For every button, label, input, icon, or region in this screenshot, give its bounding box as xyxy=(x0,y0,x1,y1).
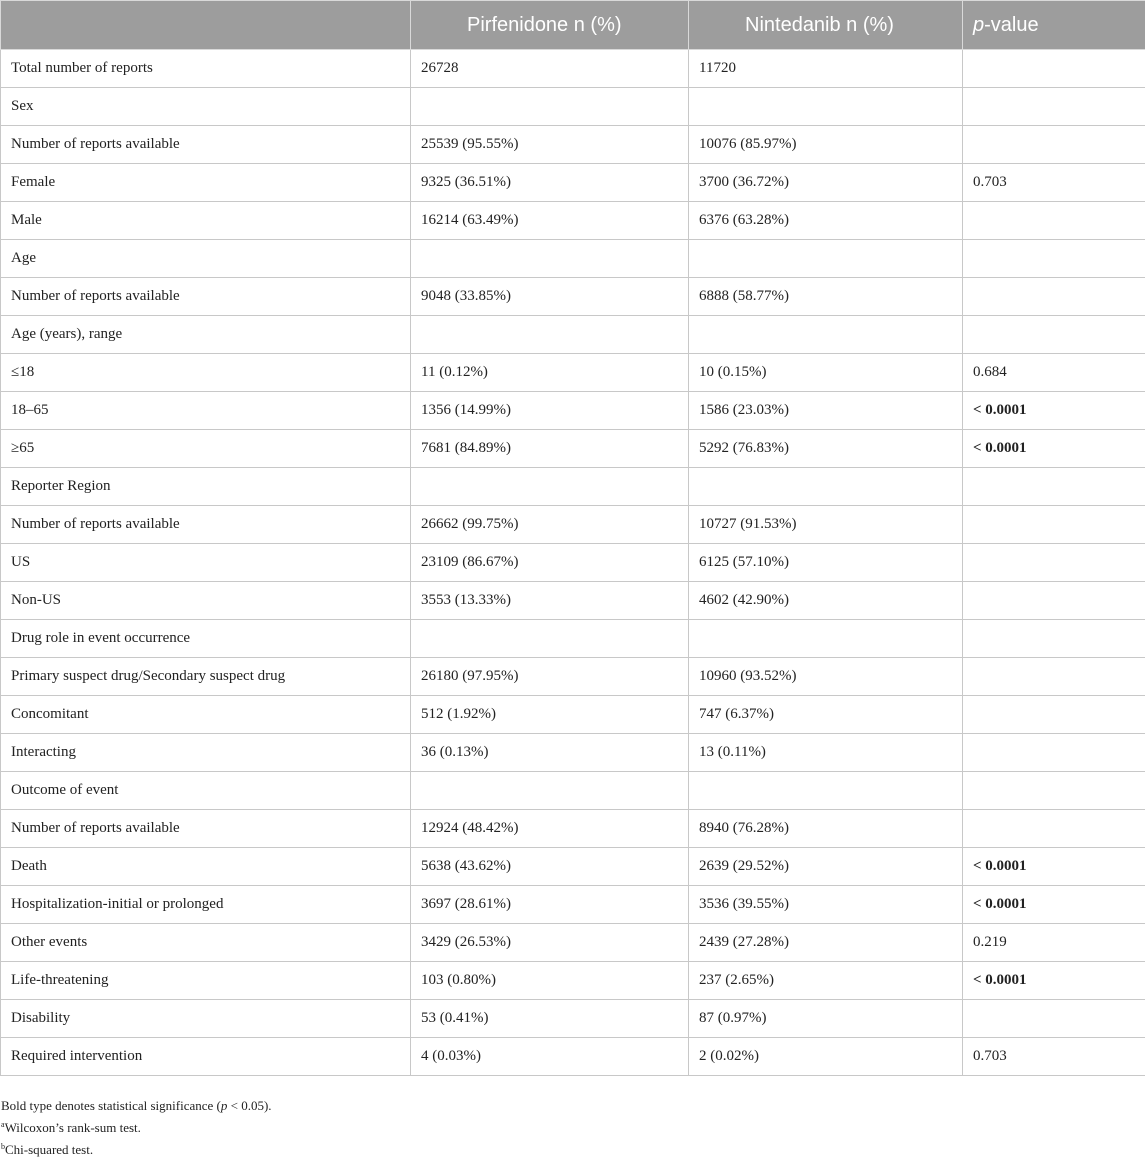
p-value xyxy=(963,50,1145,88)
p-value: 0.684 xyxy=(963,354,1145,392)
nintedanib-value: 6888 (58.77%) xyxy=(689,278,963,316)
p-value xyxy=(963,544,1145,582)
pirfenidone-value: 3429 (26.53%) xyxy=(411,924,689,962)
pirfenidone-value: 7681 (84.89%) xyxy=(411,430,689,468)
p-value xyxy=(963,202,1145,240)
nintedanib-value: 6125 (57.10%) xyxy=(689,544,963,582)
nintedanib-value: 3536 (39.55%) xyxy=(689,886,963,924)
pirfenidone-value: 9048 (33.85%) xyxy=(411,278,689,316)
footnote-a xyxy=(1,1115,272,1137)
nintedanib-value xyxy=(689,772,963,810)
nintedanib-value: 3700 (36.72%) xyxy=(689,164,963,202)
nintedanib-value: 2639 (29.52%) xyxy=(689,848,963,886)
pirfenidone-value: 4 (0.03%) xyxy=(411,1038,689,1076)
row-label: ≤18 xyxy=(1,354,411,392)
table-row xyxy=(1,50,1145,88)
row-label: Number of reports available xyxy=(1,810,411,848)
p-value xyxy=(963,620,1145,658)
row-label: 18–65 xyxy=(1,392,411,430)
p-value xyxy=(963,582,1145,620)
nintedanib-value: 5292 (76.83%) xyxy=(689,430,963,468)
row-label: Age xyxy=(1,240,411,278)
pirfenidone-value: 53 (0.41%) xyxy=(411,1000,689,1038)
footnote-a-mark: a xyxy=(1,1120,5,1129)
p-value: 0.219 xyxy=(963,924,1145,962)
table-row xyxy=(1,240,1145,278)
nintedanib-value xyxy=(689,88,963,126)
table-row xyxy=(1,392,1145,430)
footnote-a-text: Wilcoxon’s rank-sum test. xyxy=(5,1120,141,1135)
table-row xyxy=(1,848,1145,886)
p-value xyxy=(963,810,1145,848)
table-row xyxy=(1,354,1145,392)
row-label: ≥65 xyxy=(1,430,411,468)
nintedanib-value xyxy=(689,316,963,354)
row-label: Sex xyxy=(1,88,411,126)
pirfenidone-value: 103 (0.80%) xyxy=(411,962,689,1000)
nintedanib-value: 10960 (93.52%) xyxy=(689,658,963,696)
nintedanib-value xyxy=(689,620,963,658)
pirfenidone-value: 512 (1.92%) xyxy=(411,696,689,734)
table-row xyxy=(1,886,1145,924)
table-row xyxy=(1,696,1145,734)
row-label: Other events xyxy=(1,924,411,962)
pirfenidone-value: 1356 (14.99%) xyxy=(411,392,689,430)
table-row xyxy=(1,126,1145,164)
header-label-cell xyxy=(1,1,411,50)
row-label: Hospitalization-initial or prolonged xyxy=(1,886,411,924)
p-value xyxy=(963,316,1145,354)
nintedanib-value: 237 (2.65%) xyxy=(689,962,963,1000)
footnote-significance xyxy=(1,1096,272,1115)
table-row xyxy=(1,772,1145,810)
footnote-b-text: Chi-squared test. xyxy=(5,1142,93,1157)
row-label: Number of reports available xyxy=(1,278,411,316)
pirfenidone-value xyxy=(411,316,689,354)
table-row xyxy=(1,544,1145,582)
p-value: < 0.0001 xyxy=(963,848,1145,886)
row-label: US xyxy=(1,544,411,582)
pirfenidone-value: 36 (0.13%) xyxy=(411,734,689,772)
table-row xyxy=(1,278,1145,316)
row-label: Non-US xyxy=(1,582,411,620)
row-label: Number of reports available xyxy=(1,126,411,164)
nintedanib-value: 6376 (63.28%) xyxy=(689,202,963,240)
header-row xyxy=(1,1,1145,50)
row-label: Male xyxy=(1,202,411,240)
footnote-significance-suffix: < 0.05). xyxy=(227,1098,271,1113)
table-body xyxy=(1,50,1145,1076)
row-label: Age (years), range xyxy=(1,316,411,354)
p-value: < 0.0001 xyxy=(963,962,1145,1000)
row-label: Primary suspect drug/Secondary suspect drug xyxy=(1,658,411,696)
table-footnotes xyxy=(1,1096,272,1159)
pirfenidone-value: 5638 (43.62%) xyxy=(411,848,689,886)
table-row xyxy=(1,202,1145,240)
nintedanib-value: 10727 (91.53%) xyxy=(689,506,963,544)
table-row xyxy=(1,1038,1145,1076)
pirfenidone-value: 26662 (99.75%) xyxy=(411,506,689,544)
footnote-b-mark: b xyxy=(1,1142,5,1151)
row-label: Disability xyxy=(1,1000,411,1038)
footnote-significance-p: p xyxy=(221,1098,228,1113)
p-value xyxy=(963,240,1145,278)
footnote-b xyxy=(1,1137,272,1159)
table-row xyxy=(1,658,1145,696)
pirfenidone-value: 16214 (63.49%) xyxy=(411,202,689,240)
row-label: Required intervention xyxy=(1,1038,411,1076)
table-row xyxy=(1,316,1145,354)
table-row xyxy=(1,924,1145,962)
header-pvalue xyxy=(963,1,1145,50)
pirfenidone-value xyxy=(411,240,689,278)
pirfenidone-value xyxy=(411,772,689,810)
row-label: Life-threatening xyxy=(1,962,411,1000)
row-label: Death xyxy=(1,848,411,886)
nintedanib-value: 1586 (23.03%) xyxy=(689,392,963,430)
pirfenidone-value: 26180 (97.95%) xyxy=(411,658,689,696)
table-header xyxy=(1,1,1145,50)
pirfenidone-value: 3553 (13.33%) xyxy=(411,582,689,620)
row-label: Outcome of event xyxy=(1,772,411,810)
pirfenidone-value: 23109 (86.67%) xyxy=(411,544,689,582)
header-nintedanib: Nintedanib n (%) xyxy=(689,1,963,50)
pirfenidone-value: 3697 (28.61%) xyxy=(411,886,689,924)
p-value xyxy=(963,506,1145,544)
p-value xyxy=(963,278,1145,316)
p-value: < 0.0001 xyxy=(963,430,1145,468)
p-value xyxy=(963,734,1145,772)
p-value xyxy=(963,772,1145,810)
nintedanib-value: 10 (0.15%) xyxy=(689,354,963,392)
nintedanib-value: 2 (0.02%) xyxy=(689,1038,963,1076)
nintedanib-value: 747 (6.37%) xyxy=(689,696,963,734)
row-label: Concomitant xyxy=(1,696,411,734)
table-row xyxy=(1,1000,1145,1038)
row-label: Reporter Region xyxy=(1,468,411,506)
p-value: < 0.0001 xyxy=(963,392,1145,430)
nintedanib-value: 8940 (76.28%) xyxy=(689,810,963,848)
nintedanib-value: 11720 xyxy=(689,50,963,88)
nintedanib-value: 13 (0.11%) xyxy=(689,734,963,772)
pirfenidone-value xyxy=(411,468,689,506)
table-row xyxy=(1,468,1145,506)
p-value: 0.703 xyxy=(963,164,1145,202)
nintedanib-value xyxy=(689,468,963,506)
table-row xyxy=(1,582,1145,620)
table-row xyxy=(1,88,1145,126)
pirfenidone-value: 11 (0.12%) xyxy=(411,354,689,392)
header-pvalue-p: p xyxy=(973,14,984,36)
table-row xyxy=(1,164,1145,202)
p-value: < 0.0001 xyxy=(963,886,1145,924)
p-value: 0.703 xyxy=(963,1038,1145,1076)
pirfenidone-value xyxy=(411,620,689,658)
header-pvalue-suffix: -value xyxy=(984,14,1038,36)
nintedanib-value: 2439 (27.28%) xyxy=(689,924,963,962)
pirfenidone-value: 26728 xyxy=(411,50,689,88)
nintedanib-value: 10076 (85.97%) xyxy=(689,126,963,164)
nintedanib-value: 87 (0.97%) xyxy=(689,1000,963,1038)
p-value xyxy=(963,696,1145,734)
row-label: Female xyxy=(1,164,411,202)
table-row xyxy=(1,810,1145,848)
pirfenidone-value: 9325 (36.51%) xyxy=(411,164,689,202)
row-label: Number of reports available xyxy=(1,506,411,544)
nintedanib-value: 4602 (42.90%) xyxy=(689,582,963,620)
table-row xyxy=(1,734,1145,772)
p-value xyxy=(963,468,1145,506)
p-value xyxy=(963,88,1145,126)
row-label: Total number of reports xyxy=(1,50,411,88)
table-row xyxy=(1,506,1145,544)
nintedanib-value xyxy=(689,240,963,278)
table-row xyxy=(1,962,1145,1000)
header-pirfenidone: Pirfenidone n (%) xyxy=(411,1,689,50)
pirfenidone-value xyxy=(411,88,689,126)
table-row xyxy=(1,620,1145,658)
footnote-significance-prefix: Bold type denotes statistical significance ( xyxy=(1,1098,221,1113)
p-value xyxy=(963,658,1145,696)
pirfenidone-value: 25539 (95.55%) xyxy=(411,126,689,164)
table-row xyxy=(1,430,1145,468)
p-value xyxy=(963,1000,1145,1038)
p-value xyxy=(963,126,1145,164)
pirfenidone-value: 12924 (48.42%) xyxy=(411,810,689,848)
row-label: Interacting xyxy=(1,734,411,772)
row-label: Drug role in event occurrence xyxy=(1,620,411,658)
